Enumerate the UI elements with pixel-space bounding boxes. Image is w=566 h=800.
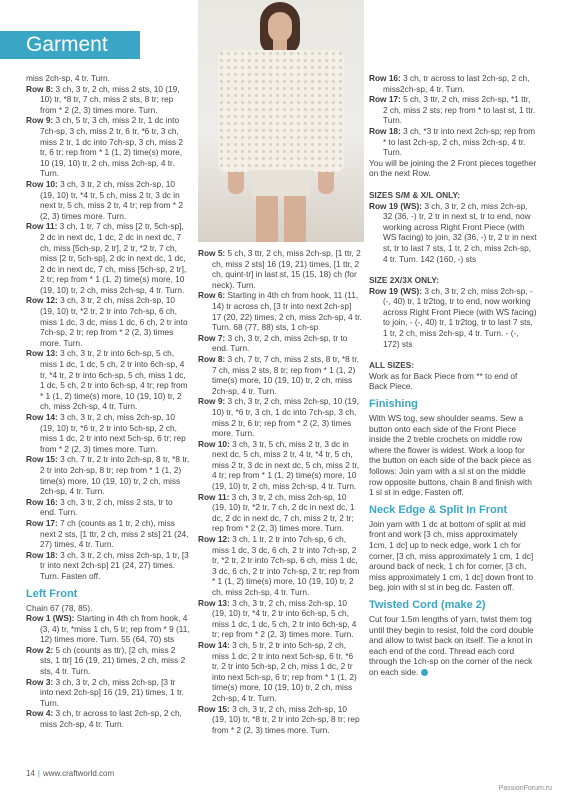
pattern-row — [198, 598, 362, 640]
paragraph — [26, 603, 190, 614]
paragraph — [369, 614, 537, 678]
row-text: Cut four 1.5m lengths of yarn, twist them tog until they begin to resist, fold the cord double and allow to twist back on itself. Tie a knot in each end of the cord. Thread each cord through the 1ch-sp on the corner of the neck on each side. — [369, 613, 534, 677]
pattern-row — [369, 94, 537, 126]
row-label: Row 17: — [26, 517, 58, 528]
row-text: 3 ch, 5 tr, 2 tr into 5ch-sp, 2 ch, miss 1 dc, 2 tr into next 5ch-sp, 6 tr, *6 tr, 2 tr into 5ch-sp, 2 ch, miss 1 dc, 2 tr into next 5ch-sp, 6 tr; rep from * 1 (1, 2) time(s) more, 10 (19, 10) tr, 2 ch, miss 2ch-sp, 4 tr. Turn. — [212, 639, 357, 703]
row-text: 3 ch, 3 tr, 2 ch, miss 2ch-sp, - (-, 40) tr, 1 tr2tog, tr to end, now working across Right Front Piece (with WS facing) to join, - (-, 40) tr, 1 tr2tog, tr to last 7 sts, 1 tr, 2 ch, miss 2ch-sp, 4 tr. Turn. - (-, 172) sts — [383, 285, 537, 349]
row-text: 3 ch, 3 tr, 2 ch, miss 2ch-sp, 10 (19, 10) tr, *8 tr, 2 tr into 2ch-sp, 8 tr; rep from * 2 (2, 3) times more. Turn. — [212, 703, 360, 735]
row-text: 3 ch, tr across to last 2ch-sp, 2 ch, miss2ch-sp, 4 tr. Turn. — [383, 73, 530, 94]
row-text: 3 ch, 3 tr, 2 ch, miss 2ch-sp, 1 tr, [3 tr into next 2ch-sp] 21 (24, 27) times. Turn. Fasten off. — [40, 549, 189, 581]
row-text: 3 ch, 3 tr, 2 ch, miss 2ch-sp, 10 (19, 10) tr, *2 tr, 2 tr into 7ch-sp, 6 ch, miss 1 dc, 3 dc, miss 1 dc, 6 ch, 2 tr into 7ch-sp, 2 tr; rep from * 2 (2, 3) times more. Turn. — [40, 295, 188, 348]
spacer — [369, 264, 537, 271]
section-tab — [0, 31, 140, 59]
pattern-row — [198, 492, 362, 534]
row-label: Row 14: — [198, 639, 230, 650]
section-heading — [26, 588, 190, 601]
row-text: 3 ch, 3 tr, 2 ch, miss 2ch-sp, 32 (36, -) tr, 2 tr in next st, tr to end, now working across Right Front Piece (with WS facing) to join, 32 (36, -) tr, 2 tr in next st, tr to last 7 sts, 1 tr, 2 ch, miss 2ch-sp, 4 tr. Turn. 142 (160, -) sts — [383, 200, 537, 264]
pattern-row — [369, 126, 537, 158]
row-label: Row 17: — [369, 94, 401, 105]
crochet-poncho — [218, 50, 344, 172]
section-title: Garment — [26, 33, 108, 56]
row-text: SIZE 2X/3X ONLY: — [369, 275, 440, 286]
row-text: Neck Edge & Split In Front — [369, 503, 508, 516]
row-text: You will be joining the 2 Front pieces together on the next Row. — [369, 157, 537, 179]
row-label: Row 5: — [198, 248, 226, 258]
pattern-row — [26, 550, 190, 582]
pattern-row — [26, 73, 190, 84]
pattern-row — [26, 677, 190, 709]
row-text: Starting in 4th ch from hook, 4 (3, 4) tr, *miss 1 ch, 5 tr; rep from * 9 (11, 12) times more. Turn. 55 (64, 70) sts — [40, 613, 190, 645]
row-label: Row 19 (WS): — [369, 285, 423, 296]
row-text: With WS tog, sew shoulder seams. Sew a button onto each side of the Front Piece inside the 2 treble crochets on middle row where the flower is widest. Work a loop for the button on each side of the back piece as follows: Join yarn with a sl st on the middle row opposite buttons, chain 8 and finish with 1 sl st in edge. Fasten off. — [369, 413, 532, 498]
row-label: Row 10: — [198, 438, 230, 449]
row-label: Row 18: — [26, 549, 58, 560]
row-text: 3 ch, *3 tr into next 2ch-sp; rep from * to last 2ch-sp, 2 ch, miss 2ch-sp, 4 tr. Turn. — [383, 125, 536, 158]
row-label: Row 2: — [26, 644, 54, 655]
row-label: Row 11: — [26, 221, 58, 232]
pattern-row — [198, 333, 362, 354]
row-text: Finishing — [369, 398, 418, 411]
row-text: 3 ch, 3 tr, 2 ch, miss 2ch-sp, 10 (19, 10) tr, *6 tr, 2 tr into 5ch-sp, 2 ch, miss 1 dc, 2 tr into next 5ch-sp, 6 tr; rep from * 2 (2, 3) times more. Turn. — [40, 412, 186, 454]
pattern-row — [26, 708, 190, 729]
row-text: Chain 67 (78, 85). — [26, 602, 93, 613]
pattern-row — [369, 286, 537, 350]
row-label: Row 15: — [26, 454, 58, 465]
row-text: 5 ch, 3 ttr, 2 ch, miss 2ch-sp, [1 ttr, 2 ch, miss 2 sts] 16 (19, 21) times, [1 ttr, 2 ch, quint-tr] in last st, 15 (15, 18) ch (for neck). Turn. — [212, 248, 361, 290]
section-heading — [369, 504, 537, 517]
row-text: 3 ch, 3 tr, 2 ch, miss 2ch-sp, 10 (19, 10) tr, *4 tr, 5 ch, miss 2 tr, 3 dc in next tr, 5 ch, miss 2 tr, 4 tr; rep from * 2 (2, 3) times more. Turn. — [40, 178, 183, 221]
row-label: Row 16: — [369, 73, 401, 83]
paragraph — [369, 413, 537, 498]
row-text: 3 ch, 3 tr, 2 ch, miss 2ch-sp, 10 (19, 10) tr, *2 tr, 7 ch, 2 dc in next dc, 1 dc, 2 dc in next dc, 7 ch, miss 2 tr, 2 tr; rep from * 2 (2, 3) times more. Turn. — [212, 491, 355, 534]
row-text: 3 ch, 3 tr, 2 tr into 6ch-sp, 5 ch, miss 1 dc, 1 dc, 5 ch, 2 tr into 6ch-sp, 4 tr, *4 tr, 2 tr into 6ch-sp, 5 ch, miss 1 dc, 1 dc, 5 ch, 2 tr into 6ch-sp, 4 tr; rep from * 1 (1, 2) time(s) more, 10 (19, 10) tr, 2 ch, miss 2ch-sp, 4 tr. Turn. — [40, 348, 188, 412]
paragraph — [369, 371, 537, 392]
model-photo — [198, 0, 364, 242]
row-label: Row 6: — [198, 290, 226, 301]
row-label: Row 15: — [198, 703, 230, 714]
row-label: Row 1 (WS): — [26, 613, 75, 624]
page-footer: 14 | www.craftworld.com — [26, 769, 115, 778]
row-text: 3 ch, 3 tr, 2 ch, miss 2ch-sp, 10 (19, 10) tr, *4 tr, 2 tr into 6ch-sp, 5 ch, miss 1 dc, 1 dc, 5 ch, 2 tr into 6ch-sp, 4 tr; rep from * 2 (2, 3) times more. Turn. — [212, 597, 357, 640]
pattern-row — [26, 518, 190, 550]
row-text: Work as for Back Piece from ** to end of Back Piece. — [369, 370, 518, 392]
pattern-column-1 — [26, 73, 190, 730]
pattern-row — [26, 613, 190, 645]
row-text: 3 ch, 3 tr, 2 ch, miss 2ch-sp, [3 tr into next 2ch-sp] 16 (19, 21) times, 1 tr. Turn. — [40, 676, 184, 708]
row-label: Row 14: — [26, 412, 58, 422]
row-label: Row 4: — [26, 708, 54, 719]
pattern-row — [198, 290, 362, 332]
pattern-row — [26, 84, 190, 116]
row-label: Row 19 (WS): — [369, 200, 423, 211]
row-label: Row 13: — [26, 348, 58, 359]
row-label: Row 13: — [198, 597, 230, 608]
pattern-row — [26, 115, 190, 179]
row-label: Row 11: — [198, 491, 230, 502]
size-heading — [369, 360, 537, 371]
row-text: 3 ch, 3 tr, 5 ch, miss 2 tr, 3 dc in next dc, 5 ch, miss 2 tr, 4 tr, *4 tr, 5 ch, miss 2 tr, 3 dc in next dc, 5 ch, miss 2 tr, 4 tr; rep from * 1 (1, 2) time(s) more, 10 (19, 10) tr, 2 ch, miss 2ch-sp, 4 tr. Turn. — [212, 438, 360, 492]
row-label: Row 7: — [198, 332, 226, 343]
page-number: 14 — [26, 769, 35, 778]
pattern-row — [26, 454, 190, 496]
row-text: miss 2ch-sp, 4 tr. Turn. — [26, 73, 110, 83]
row-text: 3 ch, 3 tr, 2 ch, miss 2 sts, tr to end. Turn. — [40, 496, 173, 518]
spacer — [369, 179, 537, 186]
row-text: 5 ch, 3 ttr, 2 ch, miss 2ch-sp, *1 ttr, 2 ch, miss 2 sts; rep from * to last st, 1 ttr. Turn. — [383, 94, 536, 126]
row-text: 5 ch (counts as ttr), [2 ch, miss 2 sts, 1 ttr] 16 (19, 21) times, 2 ch, miss 2 sts, 4 tr. Turn. — [40, 644, 186, 677]
section-heading — [369, 599, 537, 612]
pattern-row — [198, 640, 362, 704]
row-text: Starting in 4th ch from hook, 11 (11, 14) tr across ch, [3 tr into next 2ch-sp] 17 (20, 22) times, 2 ch, miss 2ch-sp, 4 tr. Turn. 68 (77, 88) sts, 1 ch-sp — [212, 290, 362, 333]
row-label: Row 18: — [369, 125, 401, 136]
pattern-row — [26, 497, 190, 518]
pattern-row — [198, 704, 362, 736]
row-text: 3 ch, 1 tr, 2 tr into 7ch-sp, 6 ch, miss 1 dc, 3 dc, 6 ch, 2 tr into 7ch-sp, 2 tr, *2 tr, 2 tr into 7ch-sp, 6 ch, miss 1 dc, 3 dc, 6 ch, 2 tr into 7ch-sp, 2 tr; rep from * 1 (1, 2) time(s) more, 10 (19, 10) tr, 2 ch, miss 2ch-sp, 4 tr. Turn. — [212, 534, 360, 597]
row-text: 3 ch, 7 tr, 7 ch, miss 2 sts, 8 tr, *8 tr, 7 ch, miss 2 sts, 8 tr; rep from * 1 (1, 2) time(s) more, 10 (19, 10) tr, 2 ch, miss 2ch-sp, 4 tr. Turn. — [212, 353, 359, 396]
pattern-row — [198, 534, 362, 598]
pattern-row — [198, 439, 362, 492]
row-text: SIZES S/M & X/L ONLY: — [369, 189, 461, 200]
row-label: Row 9: — [198, 396, 226, 407]
pattern-row — [26, 412, 190, 454]
row-text: Twisted Cord (make 2) — [369, 598, 486, 611]
row-label: Row 10: — [26, 178, 58, 189]
row-label: Row 12: — [26, 295, 58, 306]
pattern-row — [26, 645, 190, 677]
pattern-row — [198, 354, 362, 396]
row-text: ALL SIZES: — [369, 360, 415, 371]
pattern-row — [198, 396, 362, 438]
row-text: 7 ch (counts as 1 tr, 2 ch), miss next 2 sts, [1 ttr, 2 ch, miss 2 sts] 21 (24, 27) times, 4 tr. Turn. — [40, 517, 189, 550]
row-label: Row 12: — [198, 534, 230, 545]
watermark: PassionForum.ru — [498, 785, 552, 792]
row-label: Row 9: — [26, 115, 54, 126]
row-text: 3 ch, tr across to last 2ch-sp, 2 ch, miss 2ch-sp, 4 tr. Turn. — [40, 708, 182, 730]
row-text: 3 ch, 1 tr, 7 ch, miss [2 tr, 5ch-sp], 2 dc in next dc, 1 dc, 2 dc in next dc, 7 ch, miss [5ch-sp, 2 tr], 2 tr, *2 tr, 7 ch, miss [2 tr, 5ch-sp], 2 dc in next dc, 1 dc, 2 dc in next dc, 7 ch, miss [5ch-sp, 2 tr], 2 tr; rep from * 1 (1, 2) time(s) more, 10 (19, 10) tr, 2 ch, miss 2ch-sp, 4 tr. Turn. — [40, 221, 187, 295]
row-label: Row 8: — [26, 83, 54, 94]
end-marker-icon — [421, 669, 428, 676]
row-label: Row 16: — [26, 496, 58, 507]
pattern-column-3 — [369, 73, 537, 678]
pattern-row — [26, 348, 190, 412]
row-text: 3 ch, 3 tr, 2 ch, miss 2 sts, 10 (19, 10) tr, *8 tr, 7 ch, miss 2 sts, 8 tr; rep from * 2 (2, 3) times more. Turn. — [40, 83, 180, 115]
pattern-row — [369, 201, 537, 265]
size-heading — [369, 190, 537, 201]
row-text: 3 ch, 5 tr, 3 ch, miss 2 tr, 1 dc into 7ch-sp, 3 ch, miss 2 tr, 6 tr, *6 tr, 3 ch, miss 2 tr, 1 dc into 7ch-sp, 3 ch, miss 2 tr, 6 tr; rep from * 1 (1, 2) time(s) more, 10 (19, 10) tr, 2 ch, miss 2ch-sp, 4 tr. Turn. — [40, 115, 183, 179]
website-link[interactable]: www.craftworld.com — [42, 769, 115, 778]
pattern-row — [26, 221, 190, 295]
spacer — [369, 349, 537, 356]
row-text: 3 ch, 3 tr, 2 ch, miss 2ch-sp, 10 (19, 10) tr, *6 tr, 3 ch, 1 dc into 7ch-sp, 3 ch, miss 2 tr, 6 tr; rep from * 2 (2, 3) times more. Turn. — [212, 396, 359, 439]
row-label: Row 3: — [26, 676, 54, 687]
paragraph — [369, 519, 537, 593]
pattern-column-2 — [198, 248, 362, 735]
section-heading — [369, 398, 537, 411]
row-text: Left Front — [26, 587, 78, 600]
size-heading — [369, 275, 537, 286]
pattern-row — [369, 73, 537, 94]
row-text: 3 ch, 3 tr, 2 ch, miss 2ch-sp, tr to end. Turn. — [212, 332, 348, 354]
pattern-row — [198, 248, 362, 290]
pattern-row — [26, 179, 190, 221]
row-text: 3 ch, 7 tr, 2 tr into 2ch-sp, 8 tr, *8 tr, 2 tr into 2ch-sp, 8 tr; rep from * 1 (1, 2) time(s) more, 10 (19, 10) tr, 2 ch, miss 2ch-sp, 4 tr. Turn. — [40, 454, 190, 497]
pattern-row — [26, 295, 190, 348]
row-text: Join yarn with 1 dc at bottom of split at mid front and work [3 ch, miss approximately 1cm, 1 dc] up to neck edge, work 1 ch for corner, [3 ch, miss approximately 1 cm, 1 dc] around back of neck, 1 ch for corner, [3 ch, miss approximately 1 cm, 1 dc] down front to beg, join with sl st in beg dc. Fasten off. — [369, 518, 534, 593]
paragraph — [369, 158, 537, 179]
row-label: Row 8: — [198, 353, 226, 364]
